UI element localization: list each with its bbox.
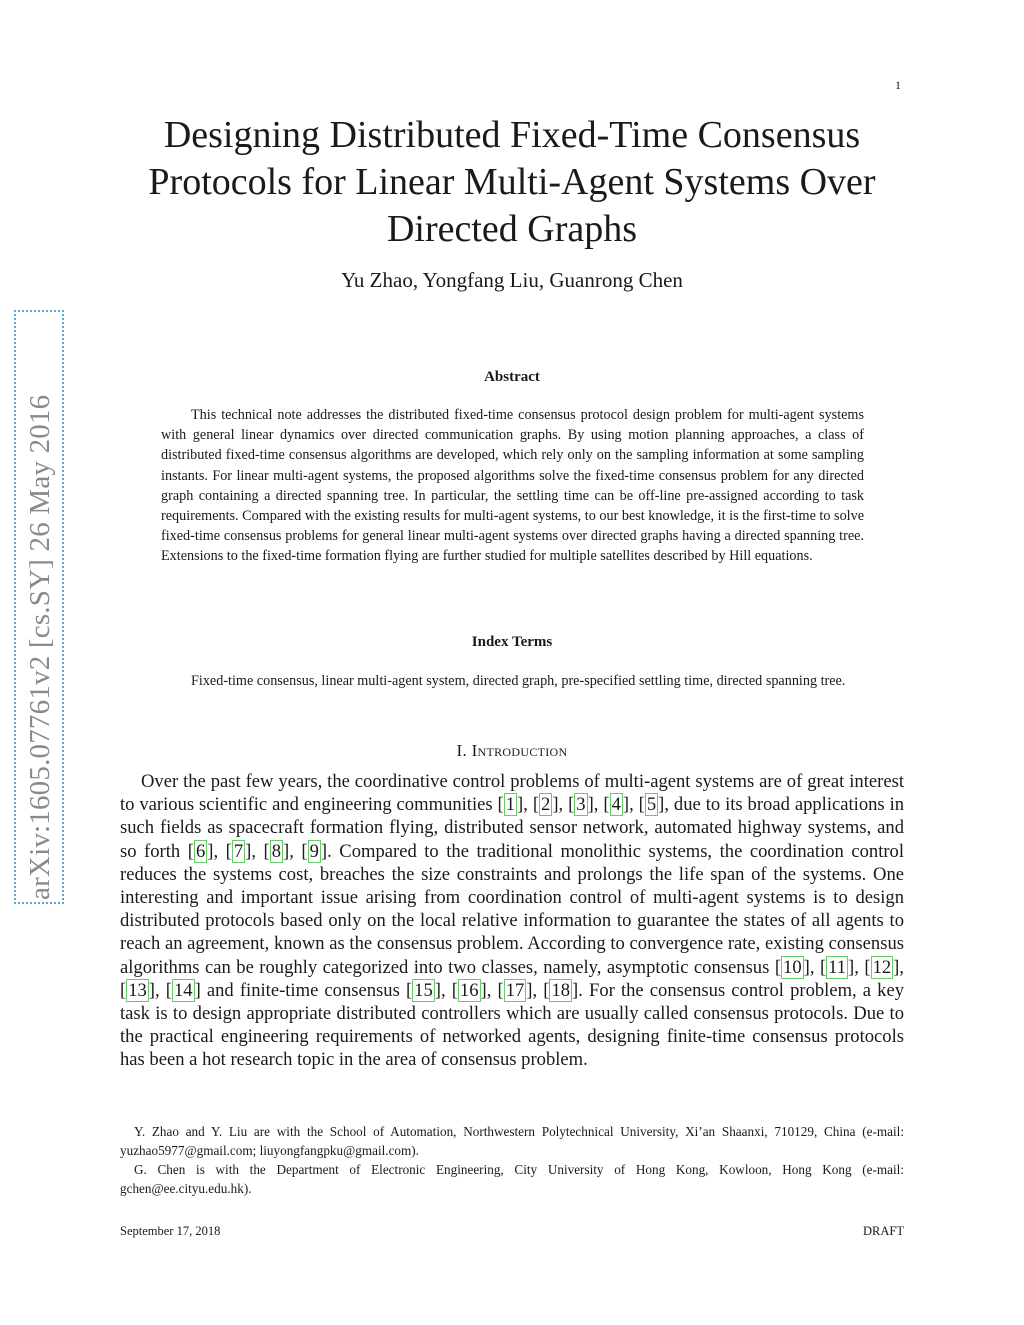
citation-link[interactable]: 18 <box>551 979 571 1001</box>
introduction-paragraph <box>120 770 904 1072</box>
citation-group-2[interactable]: [ 6 ], [ 7 ], [ 8 ], [ 9 ] <box>187 840 328 862</box>
intro-text-1: Over the past few years, the coordinative control problems of multi-agent systems are of great interest to various scientific and engineering communities <box>120 771 904 816</box>
index-terms-body: Fixed-time consensus, linear multi-agent system, directed graph, pre-specified settling time, directed spanning tree. <box>191 673 846 689</box>
footnote-affiliation-1: Y. Zhao and Y. Liu are with the School of Automation, Northwestern Polytechnical University, Xi’an Shaanxi, 710129, China (e-mail: yuzhao5977@gmail.com; liuyongfangpku@gmail.com). <box>120 1124 904 1158</box>
footnotes <box>120 1122 904 1198</box>
index-terms-heading: Index Terms <box>471 634 553 650</box>
section-title: Introduction <box>471 741 568 760</box>
page-number: 1 <box>895 78 901 92</box>
footer-date: September 17, 2018 <box>120 1224 221 1238</box>
citation-link[interactable]: 9 <box>309 840 319 862</box>
footer-status: DRAFT <box>863 1224 904 1238</box>
citation-link[interactable]: 2 <box>541 794 551 816</box>
citation-link[interactable]: 7 <box>233 840 244 862</box>
citation-group-4[interactable]: [ 15 ], [ 16 ], [ 17 ], [ 18 ] <box>405 979 579 1001</box>
citation-link[interactable]: 12 <box>872 956 892 978</box>
citation-link[interactable]: 11 <box>828 956 847 978</box>
section-heading-introduction <box>100 741 924 761</box>
arxiv-stamp[interactable]: arXiv:1605.07761v2 [cs.SY] 26 May 2016 <box>24 394 56 900</box>
intro-text-4: and finite-time consensus <box>200 979 406 1001</box>
citation-group-1[interactable]: [ 1 ], [ 2 ], [ 3 ], [ 4 ], [ 5 ] <box>497 794 665 816</box>
intro-text-3: . Compared to the traditional monolithic systems, the coordination control reduces the systems cost, breaches the size constraints and prolongs the life span of the systems. One interesting and important issue arising from coordination control of multi-agent systems is to design distributed protocols based only on the local relative information to guarantee the states of all agents to reach an agreement, known as the consensus problem. According to convergence rate, existing consensus algorithms can be roughly categorized into two classes, namely, asymptotic consensus <box>120 840 905 978</box>
citation-link[interactable]: 8 <box>271 840 282 862</box>
footnote-affiliation-2: G. Chen is with the Department of Electronic Engineering, City University of Hong Kong, Kowloon, Hong Kong (e-mail: gchen@ee.cityu.edu.hk). <box>120 1162 904 1196</box>
citation-link[interactable]: 3 <box>576 794 586 816</box>
citation-link[interactable]: 16 <box>459 979 479 1001</box>
citation-link[interactable]: 5 <box>646 794 657 816</box>
authors: Yu Zhao, Yongfang Liu, Guanrong Chen <box>341 268 683 292</box>
abstract-body: This technical note addresses the distributed fixed-time consensus protocol design problem for multi-agent systems with general linear dynamics over directed communication graphs. By using motion planning approaches, a class of distributed fixed-time consensus algorithms are developed, which rely only on the sampling information at some sampling instants. For linear multi-agent systems, the proposed algorithms solve the fixed-time consensus problem for any directed graph containing a directed spanning tree. In particular, the settling time can be off-line pre-assigned according to task requirements. Compared with the existing results for multi-agent systems, to our best knowledge, it is the first-time to solve fixed-time consensus problems for general linear multi-agent systems over directed graphs having a directed spanning tree. Extensions to the fixed-time formation flying are further studied for multiple satellites described by Hill equations. <box>161 407 864 565</box>
citation-link[interactable]: 10 <box>783 956 802 978</box>
intro-text-5: . For the consensus control problem, a key task is to design appropriate distributed controllers which are usually called consensus protocols. Due to the practical engineering requirements of networked agents, designing finite-time consensus protocols has been a hot research topic in the area of consensus problem. <box>120 979 905 1071</box>
citation-link[interactable]: 15 <box>414 979 433 1001</box>
citation-link[interactable]: 6 <box>195 840 206 862</box>
citation-link[interactable]: 17 <box>505 979 525 1001</box>
intro-text-2: , due to its broad applications in such fields as spacecraft formation flying, distributed sensor network, automated highway systems, and so forth <box>120 794 905 862</box>
section-numeral: I. <box>456 741 472 760</box>
citation-link[interactable]: 4 <box>611 794 621 816</box>
citation-link[interactable]: 1 <box>505 794 516 816</box>
abstract-heading: Abstract <box>484 369 540 385</box>
paper-title: Designing Distributed Fixed-Time Consensus Protocols for Linear Multi-Agent Systems Over Directed Graphs <box>148 114 876 250</box>
citation-link[interactable]: 14 <box>173 979 193 1001</box>
citation-group-3[interactable]: [ 10 ], [ 11 ], [ 12 ], [ 13 ], [ 14 ] <box>120 956 905 1001</box>
citation-link[interactable]: 13 <box>128 979 147 1001</box>
